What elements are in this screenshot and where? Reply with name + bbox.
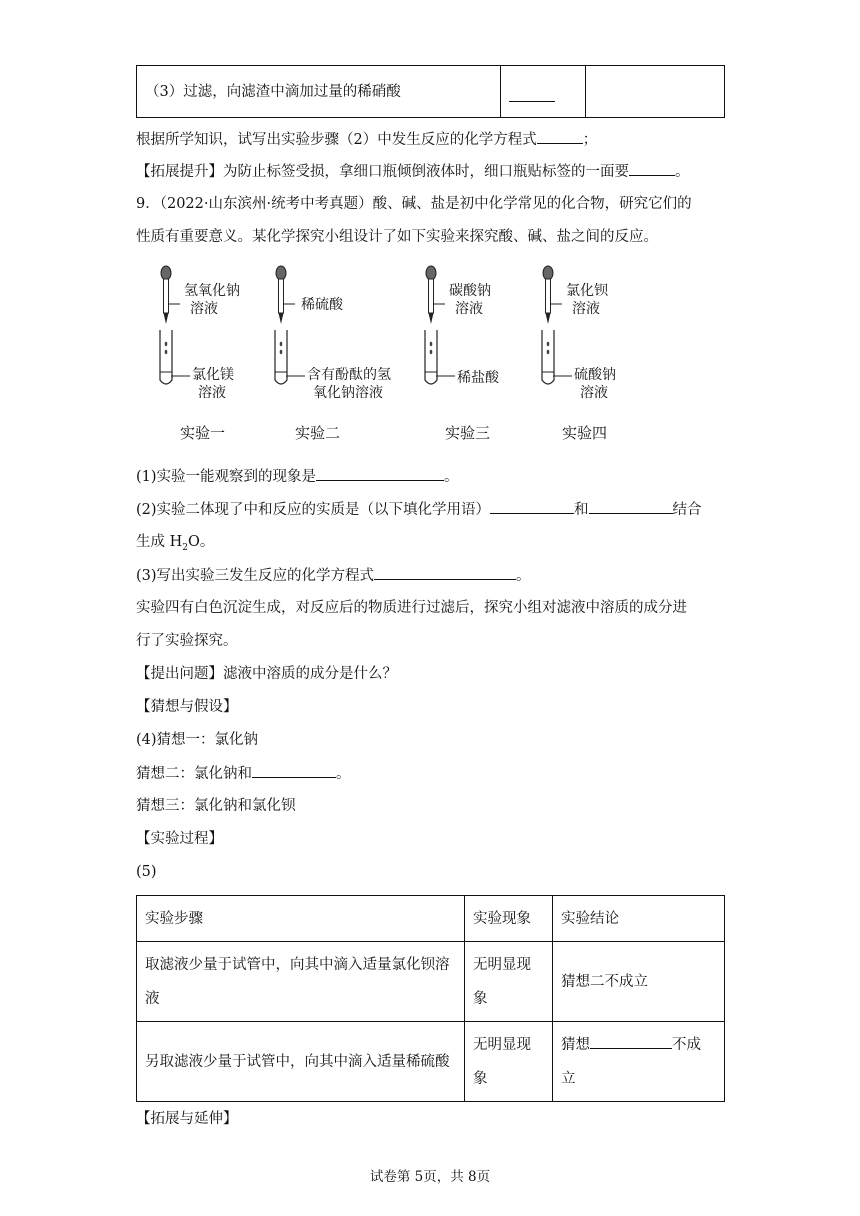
dropper-bulb-icon [543,266,553,280]
extend-heading: 【拓展与延伸】 [136,1111,238,1127]
hypothesis-heading: 【猜想与假设】 [136,699,238,715]
tube-label: 硫酸钠 [574,367,616,383]
table-row [137,942,725,1022]
drop-icon [280,342,283,346]
tube-label: 氧化钠溶液 [313,385,383,401]
sub-question-1: (1)实验一能观察到的现象是 。 [136,466,459,487]
dropper-label: 溶液 [572,301,600,317]
process-heading: 【实验过程】 [136,831,223,847]
question-9-line2: 性质有重要意义。某化学探究小组设计了如下实验来探究酸、碱、盐之间的反应。 [136,229,658,245]
header-conclusion: 实验结论 [553,896,725,942]
dropper-label: 稀硫酸 [301,297,343,313]
tube-label: 溶液 [198,385,226,401]
tube-label: 稀盐酸 [457,370,499,386]
experiment-figure [150,262,650,452]
dropper-tube-icon [164,279,169,313]
experiment-table [136,895,725,1102]
dropper-tube-icon [279,279,284,313]
dropper-label: 氢氧化钠 [184,283,240,299]
dropper-tip-icon [429,313,434,324]
dropper-tip-icon [546,313,551,324]
test-tube-icon [425,330,437,384]
row1-conclusion: 猜想二不成立 [553,942,725,1022]
dropper-tip-icon [279,313,284,324]
guess-1: (4)猜想一：氯化钠 [136,732,259,748]
table-row [137,66,725,118]
experiment-caption: 实验三 [445,424,491,442]
dropper-tube-icon [429,279,434,313]
row2-phenomenon: 无明显现 象 [465,1022,553,1102]
drop-icon [430,342,433,346]
dropper-tip-icon [164,313,169,324]
dropper-bulb-icon [426,266,436,280]
row2-step: 另取滤液少量于试管中，向其中滴入适量稀硫酸 [137,1022,465,1102]
row1-step: 取滤液少量于试管中，向其中滴入适量氯化钡溶 液 [137,942,465,1022]
dropper-label: 溶液 [190,301,218,317]
experiment-caption: 实验一 [180,424,226,442]
drop-icon [430,350,433,354]
phenomenon-blank-cell [501,66,586,118]
dropper-bulb-icon [276,266,286,280]
experiment-4-line1: 实验四有白色沉淀生成，对反应后的物质进行过滤后，探究小组对滤液中溶质的成分进 [136,600,687,616]
drop-icon [165,350,168,354]
tube-label: 含有酚酞的氢 [307,367,391,383]
sub-question-5: (5) [136,864,157,880]
answer-blank[interactable] [590,1034,672,1049]
experiment-4-line2: 行了实验探究。 [136,633,238,649]
answer-blank[interactable] [374,565,516,580]
row1-phenomenon: 无明显现 象 [465,942,553,1022]
answer-blank[interactable] [509,87,555,102]
sub-question-2: (2)实验二体现了中和反应的实质是（以下填化学用语） 和 结合 [136,499,702,520]
drop-icon [165,342,168,346]
equation-line: 根据所学知识，试写出实验步骤（2）中发生反应的化学方程式 ； [136,129,597,150]
sub-question-3: (3)写出实验三发生反应的化学方程式 。 [136,565,531,586]
answer-blank[interactable] [589,499,673,514]
dropper-bulb-icon [161,266,171,280]
dropper-label: 溶液 [455,301,483,317]
test-tube-icon [542,330,554,384]
row2-conclusion: 猜想 不成 立 [553,1022,725,1102]
experiment-caption: 实验二 [295,424,341,442]
dropper-label: 碳酸钠 [449,283,491,299]
test-tube-icon [160,330,172,384]
sub-question-2-line2: 生成 $H_2O$。 [136,534,215,553]
answer-blank[interactable] [537,129,583,144]
tube-label: 氯化镁 [192,367,234,383]
extension-line: 【拓展提升】为防止标签受损，拿细口瓶倾倒液体时，细口瓶贴标签的一面要 。 [136,161,690,182]
drop-icon [547,342,550,346]
header-step: 实验步骤 [137,896,465,942]
guess-2: 猜想二：氯化钠和 。 [136,763,351,784]
top-experiment-table [136,65,725,118]
question-9-line1: 9．（2022·山东滨州·统考中考真题）酸、碱、盐是初中化学常见的化合物，研究它们的 [136,196,692,212]
header-phenomenon: 实验现象 [465,896,553,942]
answer-blank[interactable] [252,763,336,778]
guess-3: 猜想三：氯化钠和氯化钡 [136,798,296,814]
dropper-label: 氯化钡 [566,283,608,299]
drop-icon [547,350,550,354]
tube-label: 溶液 [580,385,608,401]
drop-icon [280,350,283,354]
raise-question: 【提出问题】滤液中溶质的成分是什么？ [136,666,397,682]
table-header-row [137,896,725,942]
dropper-tube-icon [546,279,551,313]
answer-blank[interactable] [490,499,574,514]
experiment-caption: 实验四 [562,424,608,442]
table-row [137,1022,725,1102]
answer-blank[interactable] [629,161,675,176]
test-tube-icon [275,330,287,384]
conclusion-cell [586,66,725,118]
page-footer: 试卷第 5页，共 8页 [369,1169,491,1185]
answer-blank[interactable] [316,466,444,481]
step-cell: （3）过滤，向滤渣中滴加过量的稀硝酸 [137,66,501,118]
